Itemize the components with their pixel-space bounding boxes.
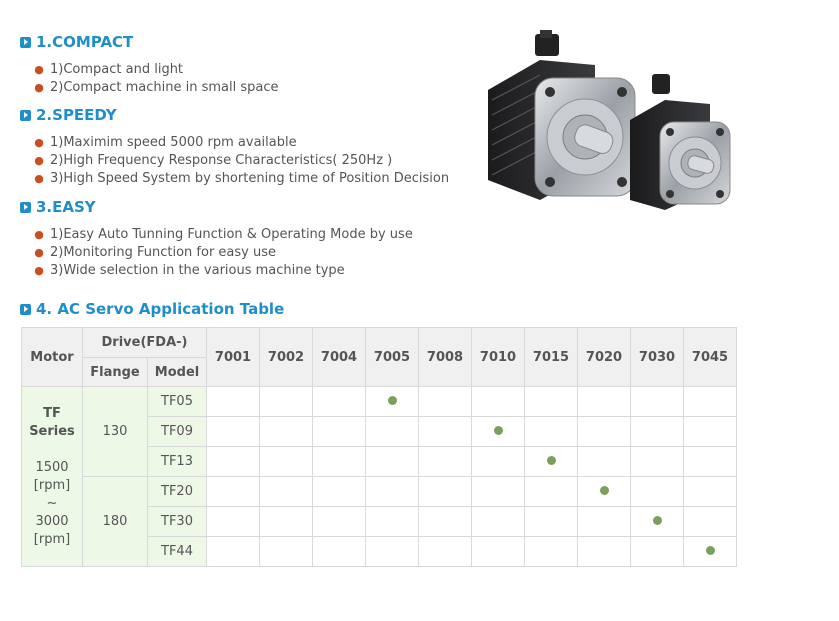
compat-cell [366, 387, 419, 417]
compat-cell [207, 507, 260, 537]
compat-cell [472, 447, 525, 477]
compat-cell [525, 387, 578, 417]
arrow-box-icon [20, 304, 31, 315]
drive-col-header: 7015 [525, 328, 578, 387]
compat-cell [260, 447, 313, 477]
compat-cell [684, 417, 737, 447]
compatible-dot-icon [600, 486, 609, 495]
compact-list [32, 61, 279, 97]
list-item: ● 2)Monitoring Function for easy use [32, 244, 413, 262]
drive-header: Drive(FDA-) [83, 328, 207, 358]
bullet-arrow-icon: ● [34, 246, 44, 259]
model-cell: TF09 [148, 417, 207, 447]
servo-motor-image [480, 30, 740, 215]
compat-cell [578, 507, 631, 537]
bullet-arrow-icon: ● [34, 172, 44, 185]
compat-cell [631, 447, 684, 477]
model-header: Model [148, 358, 207, 387]
section-title-application-table: 4. AC Servo Application Table [20, 300, 284, 318]
section-title-compact: 1.COMPACT [20, 33, 133, 51]
list-item: ● 1)Compact and light [32, 61, 279, 79]
compat-cell [472, 537, 525, 567]
compat-cell [472, 477, 525, 507]
compat-cell [207, 537, 260, 567]
compat-cell [419, 387, 472, 417]
list-item: ● 1)Easy Auto Tunning Function & Operating Mode by use [32, 226, 413, 244]
compat-cell [419, 507, 472, 537]
list-item: ● 3)Wide selection in the various machine type [32, 262, 413, 280]
compat-cell [578, 417, 631, 447]
rpm-low: 1500 [35, 459, 69, 475]
compat-cell [419, 537, 472, 567]
model-cell: TF05 [148, 387, 207, 417]
compat-cell [472, 387, 525, 417]
motor-series-cell [22, 387, 83, 567]
compat-cell [684, 477, 737, 507]
compat-cell [631, 387, 684, 417]
compat-cell [525, 537, 578, 567]
compat-cell [313, 537, 366, 567]
bullet-arrow-icon: ● [34, 264, 44, 277]
compat-cell [684, 537, 737, 567]
drive-col-header: 7001 [207, 328, 260, 387]
compat-cell [578, 537, 631, 567]
bullet-arrow-icon: ● [34, 63, 44, 76]
compatible-dot-icon [547, 456, 556, 465]
motor-series-label: Series [29, 423, 75, 439]
section-title-speedy: 2.SPEEDY [20, 106, 117, 124]
compat-cell [260, 537, 313, 567]
rpm-unit: [rpm] [33, 477, 71, 493]
drive-col-header: 7005 [366, 328, 419, 387]
drive-col-header: 7010 [472, 328, 525, 387]
flange-cell: 130 [83, 387, 148, 477]
compat-cell [207, 477, 260, 507]
model-cell: TF30 [148, 507, 207, 537]
speedy-list [32, 134, 449, 188]
compat-cell [684, 447, 737, 477]
compat-cell [260, 507, 313, 537]
compat-cell [472, 417, 525, 447]
list-item: ● 2)Compact machine in small space [32, 79, 279, 97]
model-cell: TF13 [148, 447, 207, 477]
compatible-dot-icon [494, 426, 503, 435]
compat-cell [631, 507, 684, 537]
compat-cell [525, 447, 578, 477]
compat-cell [366, 537, 419, 567]
compat-cell [207, 417, 260, 447]
compat-cell [260, 387, 313, 417]
arrow-box-icon [20, 202, 31, 213]
section-title-easy: 3.EASY [20, 198, 96, 216]
compat-cell [366, 477, 419, 507]
drive-col-header: 7030 [631, 328, 684, 387]
compat-cell [313, 507, 366, 537]
application-table [21, 327, 737, 567]
compat-cell [419, 447, 472, 477]
compat-cell [207, 447, 260, 477]
flange-header: Flange [83, 358, 148, 387]
compat-cell [472, 507, 525, 537]
compat-cell [684, 507, 737, 537]
drive-col-header: 7002 [260, 328, 313, 387]
list-item: ● 3)High Speed System by shortening time of Position Decision [32, 170, 449, 188]
rpm-unit: [rpm] [33, 531, 71, 547]
rpm-range-tilde: ~ [46, 495, 58, 511]
compat-cell [578, 477, 631, 507]
arrow-box-icon [20, 37, 31, 48]
large-motor [488, 30, 635, 200]
motor-name: TF [43, 405, 61, 421]
motor-header: Motor [22, 328, 83, 387]
compat-cell [313, 417, 366, 447]
drive-col-header: 7045 [684, 328, 737, 387]
compat-cell [207, 387, 260, 417]
compat-cell [366, 507, 419, 537]
list-item: ● 2)High Frequency Response Characteristics( 250Hz ) [32, 152, 449, 170]
compat-cell [313, 447, 366, 477]
compat-cell [525, 507, 578, 537]
bullet-arrow-icon: ● [34, 136, 44, 149]
compat-cell [578, 447, 631, 477]
compat-cell [578, 387, 631, 417]
compatible-dot-icon [706, 546, 715, 555]
drive-col-header: 7004 [313, 328, 366, 387]
bullet-arrow-icon: ● [34, 228, 44, 241]
compat-cell [631, 477, 684, 507]
compat-cell [260, 477, 313, 507]
compat-cell [631, 417, 684, 447]
model-cell: TF20 [148, 477, 207, 507]
drive-col-header: 7020 [578, 328, 631, 387]
compat-cell [419, 477, 472, 507]
compat-cell [419, 417, 472, 447]
compat-cell [525, 417, 578, 447]
rpm-high: 3000 [35, 513, 69, 529]
compat-cell [525, 477, 578, 507]
compat-cell [260, 417, 313, 447]
model-cell: TF44 [148, 537, 207, 567]
easy-list [32, 226, 413, 280]
compatible-dot-icon [653, 516, 662, 525]
compat-cell [684, 387, 737, 417]
compatible-dot-icon [388, 396, 397, 405]
compat-cell [366, 447, 419, 477]
bullet-arrow-icon: ● [34, 81, 44, 94]
arrow-box-icon [20, 110, 31, 121]
bullet-arrow-icon: ● [34, 154, 44, 167]
compat-cell [631, 537, 684, 567]
list-item: ● 1)Maximim speed 5000 rpm available [32, 134, 449, 152]
compat-cell [313, 387, 366, 417]
compat-cell [313, 477, 366, 507]
compat-cell [366, 417, 419, 447]
small-motor [630, 74, 730, 210]
flange-cell: 180 [83, 477, 148, 567]
drive-col-header: 7008 [419, 328, 472, 387]
